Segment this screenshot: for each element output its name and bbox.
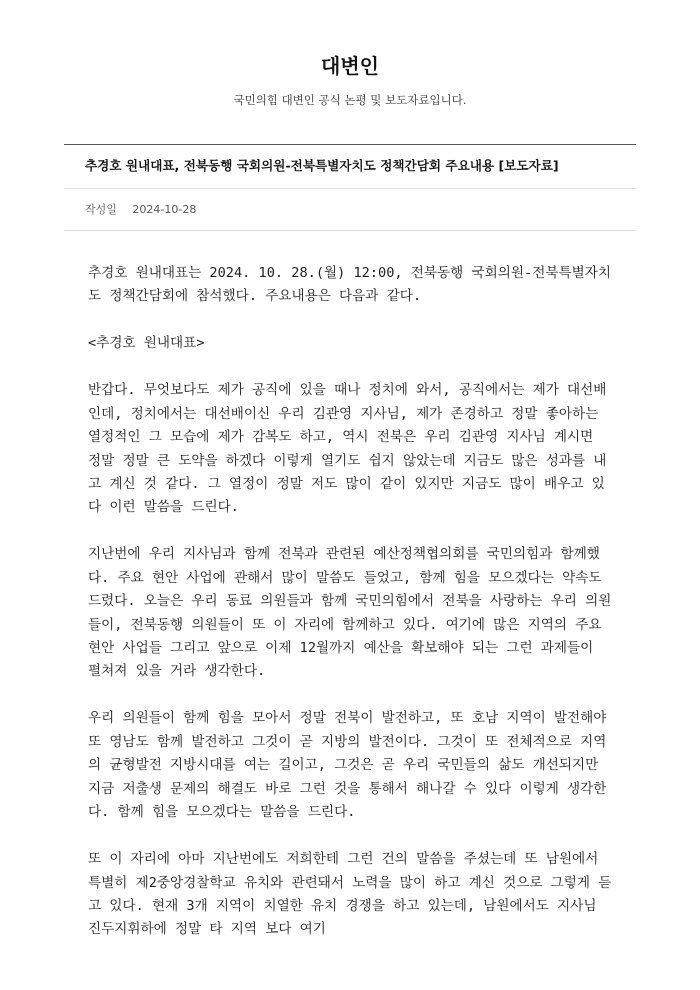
article-title: 추경호 원내대표, 전북동행 국회의원-전북특별자치도 정책간담회 주요내용 [보도자료]	[85, 158, 559, 173]
site-title[interactable]: 대변인	[321, 54, 379, 78]
date-value: 2024-10-28	[132, 203, 197, 216]
date-label: 작성일	[85, 203, 117, 216]
title-divider	[64, 188, 636, 189]
body-paragraph: 지난번에 우리 지사님과 함께 전북과 관련된 예산정책협의회를 국민의힘과 함께했다. 주요 현안 사업에 관해서 많이 말씀도 들었고, 함께 힘을 모으겠다는 약속도 드렸다. 오늘은 우리 동료 의원들과 함께 국민의힘에서 전북을 사랑하는 우리 의원들이, 전북동행 의원들이 또 이 자리에 함께하고 있다. 여기에 많은 지역의 주요 현안 사업들 그리고 앞으로 이제 12월까지 예산을 확보해야 되는 그런 과제들이 펼쳐져 있을 거라 생각한다.	[88, 546, 612, 680]
body-paragraph: 또 이 자리에 아마 지난번에도 저희한테 그런 건의 말씀을 주셨는데 또 남원에서 특별히 제2중앙경찰학교 유치와 관련돼서 노력을 많이 하고 계신 것으로 그렇게 듣고 있다. 현재 3개 지역이 치열한 유치 경쟁을 하고 있는데, 남원에서도 지사님 진두지휘하에 정말 타 지역 보다 여기	[88, 851, 612, 938]
article-body	[88, 262, 612, 965]
site-description: 국민의힘 대변인 공식 논평 및 보도자료입니다.	[233, 93, 467, 107]
body-paragraph: 추경호 원내대표는 2024. 10. 28.(월) 12:00, 전북동행 국회의원-전북특별자치도 정책간담회에 참석했다. 주요내용은 다음과 같다.	[88, 265, 611, 305]
header-divider	[64, 144, 636, 145]
body-paragraph: 우리 의원들이 함께 힘을 모아서 정말 전북이 발전하고, 또 호남 지역이 발전해야 또 영남도 함께 발전하고 그것이 곧 지방의 발전이다. 그것이 또 전체적으로 지역의 균형발전 지방시대를 여는 길이고, 그것은 곧 우리 국민들의 삶도 개선되지만 지금 저출생 문제의 해결도 바로 그런 것을 통해서 해나갈 수 있다 이렇게 생각한다. 함께 힘을 모으겠다는 말씀을 드린다.	[88, 710, 607, 821]
site-header	[0, 0, 700, 144]
meta-divider	[64, 230, 636, 231]
article-meta	[85, 202, 196, 218]
body-paragraph: <추경호 원내대표>	[88, 335, 205, 352]
body-paragraph: 반갑다. 무엇보다도 제가 공직에 있을 때나 정치에 와서, 공직에서는 제가 대선배인데, 정치에서는 대선배이신 우리 김관영 지사님, 제가 존경하고 정말 좋아하는 열정적인 그 모습에 제가 감복도 하고, 역시 전북은 우리 김관영 지사님 계시면 정말 정말 큰 도약을 하겠다 이렇게 열기도 쉽지 않았는데 지금도 많은 성과를 내고 계신 것 같다. 그 열정이 정말 저도 많이 같이 있지만 지금도 많이 배우고 있다 이런 말씀을 드린다.	[88, 382, 607, 516]
